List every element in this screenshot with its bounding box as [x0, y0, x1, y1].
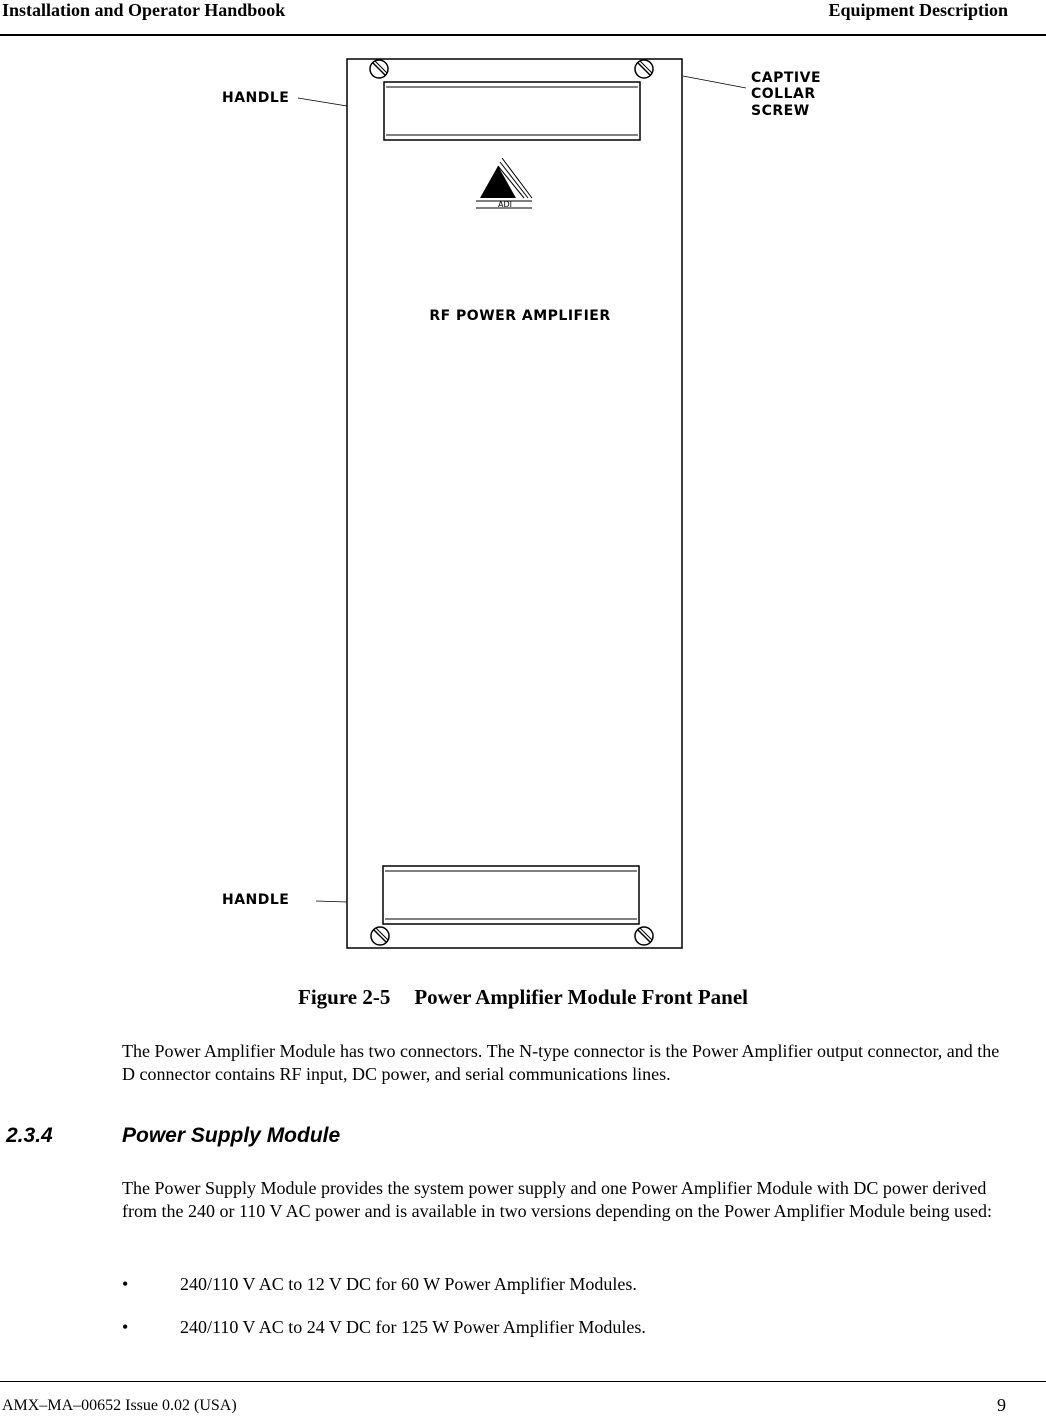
front-panel-drawing — [0, 40, 1046, 960]
callout-captive-line1: CAPTIVE — [751, 70, 822, 86]
list-item — [122, 1274, 637, 1295]
bullet-symbol: • — [122, 1317, 129, 1337]
leader-handle-top — [298, 98, 347, 106]
adi-logo-text: ADI — [498, 200, 512, 209]
list-item — [122, 1317, 646, 1338]
front-panel-figure — [0, 40, 1046, 960]
list-item-text: 240/110 V AC to 12 V DC for 60 W Power Amplifier Modules. — [180, 1274, 637, 1294]
callout-handle-top: HANDLE — [222, 90, 290, 106]
top-handle — [384, 82, 640, 140]
section-number: 2.3.4 — [6, 1124, 53, 1147]
page-footer — [0, 1381, 1046, 1415]
list-item-text: 240/110 V AC to 24 V DC for 125 W Power Amplifier Modules. — [180, 1317, 646, 1337]
footer-document-id: AMX–MA–00652 Issue 0.02 (USA) — [2, 1397, 237, 1414]
callout-captive-line2: COLLAR — [751, 86, 816, 102]
screw-bottom-right — [635, 927, 653, 945]
paragraph-power-supply: The Power Supply Module provides the system power supply and one Power Amplifier Module with DC power derived from the 240 or 110 V AC power and is available in two versions depending on the Power Amplifier Module being used: — [122, 1178, 993, 1221]
section-heading — [6, 1124, 340, 1148]
paragraph-connectors: The Power Amplifier Module has two connectors. The N-type connector is the Power Amplifier output connector, and the D connector contains RF input, DC power, and serial communications lines. — [122, 1041, 1000, 1084]
bullet-symbol: • — [122, 1274, 129, 1294]
header-document-title: Installation and Operator Handbook — [2, 0, 286, 20]
header-section-title: Equipment Description — [828, 0, 1008, 20]
bottom-handle — [383, 866, 639, 924]
panel-label: RF POWER AMPLIFIER — [429, 308, 611, 324]
callout-captive-line3: SCREW — [751, 103, 810, 119]
section-title: Power Supply Module — [122, 1124, 341, 1147]
figure-caption — [0, 985, 1046, 1010]
screw-bottom-left — [371, 927, 389, 945]
callout-handle-bottom: HANDLE — [222, 892, 290, 908]
figure-number: Figure 2-5 — [298, 985, 391, 1009]
screw-top-right — [635, 60, 653, 78]
screw-top-left — [370, 60, 388, 78]
leader-captive-screw — [683, 76, 746, 88]
figure-title: Power Amplifier Module Front Panel — [414, 985, 748, 1009]
page-number: 9 — [997, 1395, 1006, 1415]
leader-handle-bottom — [316, 901, 347, 902]
panel-outline — [347, 59, 682, 948]
page-header — [0, 0, 1046, 36]
